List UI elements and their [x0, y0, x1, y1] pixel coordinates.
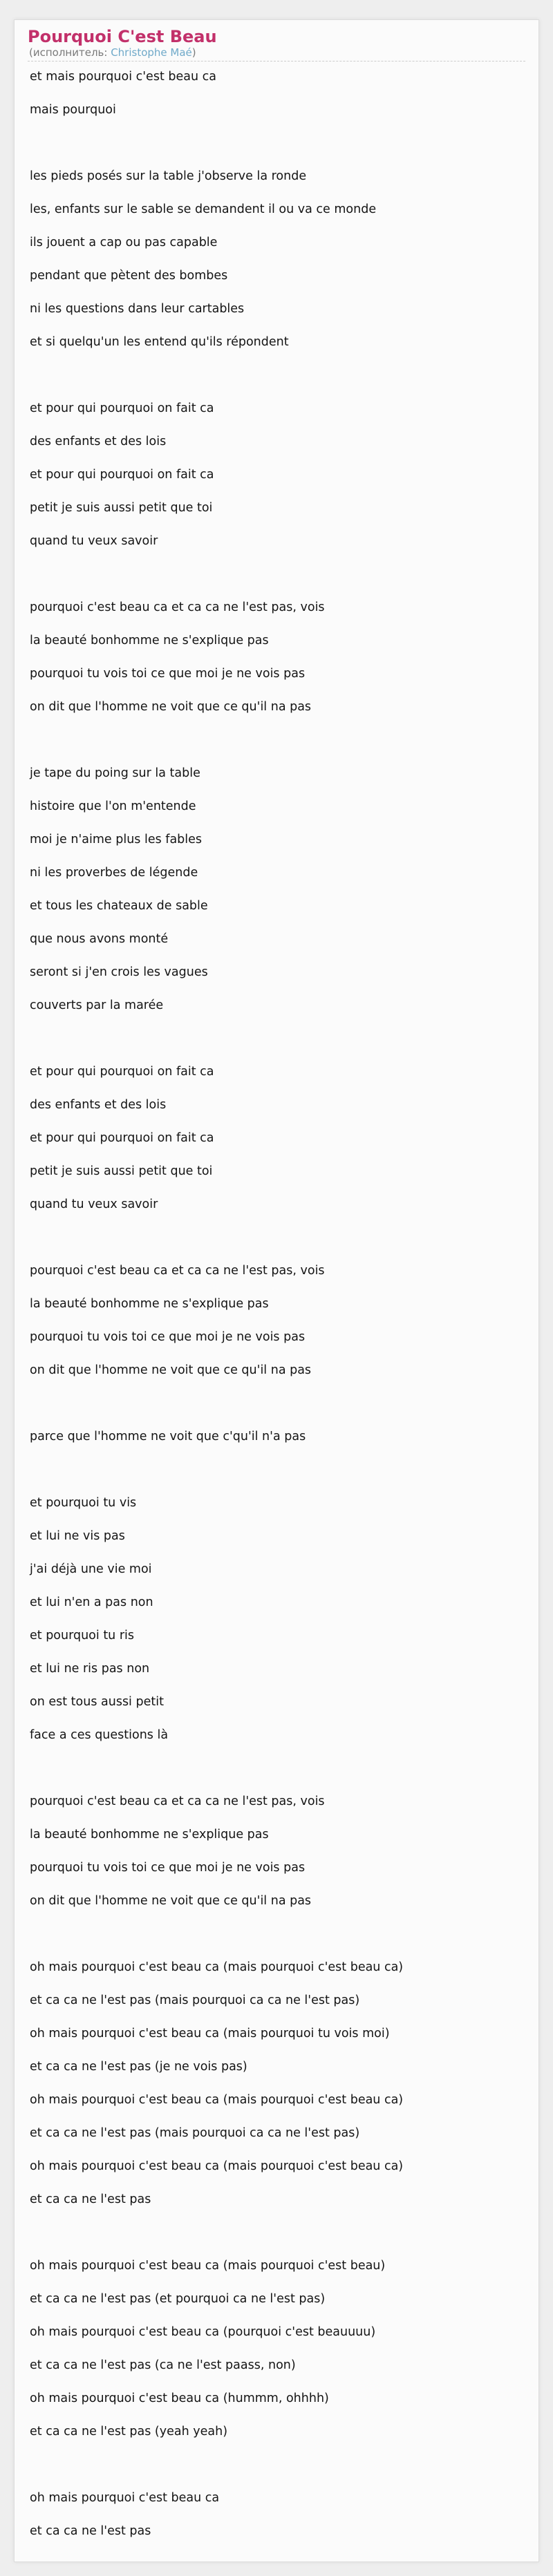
performer-link[interactable]: Christophe Maé — [111, 46, 192, 59]
lyric-line: et lui ne ris pas non — [30, 1662, 150, 1676]
lyric-line: et ca ca ne l'est pas (yeah yeah) — [30, 2425, 228, 2438]
lyric-line: on dit que l'homme ne voit que ce qu'il na pas — [30, 1363, 312, 1377]
lyric-line: pourquoi tu vois toi ce que moi je ne vois pas — [30, 667, 306, 681]
lyric-line: oh mais pourquoi c'est beau ca (mais pourquoi c'est beau ca) — [30, 1960, 404, 1974]
lyric-line: et ca ca ne l'est pas — [30, 2524, 151, 2538]
lyric-line: des enfants et des lois — [30, 1098, 167, 1112]
lyric-line: ils jouent a cap ou pas capable — [30, 236, 218, 249]
lyric-line: que nous avons monté — [30, 932, 169, 946]
lyric-line: les pieds posés sur la table j'observe la ronde — [30, 169, 307, 183]
lyric-line: petit je suis aussi petit que toi — [30, 501, 213, 515]
lyric-line: oh mais pourquoi c'est beau ca (mais pourquoi tu vois moi) — [30, 2027, 390, 2040]
lyric-line: et pourquoi tu ris — [30, 1629, 135, 1642]
blank-line — [30, 2456, 524, 2489]
lyric-line: ni les questions dans leur cartables — [30, 302, 245, 316]
lyric-line: quand tu veux savoir — [30, 1197, 158, 1211]
lyric-line: petit je suis aussi petit que toi — [30, 1164, 213, 1178]
lyric-line: mais pourquoi — [30, 103, 116, 117]
blank-line — [30, 1229, 524, 1262]
lyric-line: la beauté bonhomme ne s'explique pas — [30, 634, 269, 647]
blank-line — [30, 134, 524, 167]
lyric-line: et pour qui pourquoi on fait ca — [30, 468, 214, 482]
lyric-line: et ca ca ne l'est pas (ca ne l'est paass, non) — [30, 2358, 296, 2372]
lyric-line: ni les proverbes de légende — [30, 866, 198, 880]
performer-line — [29, 46, 196, 59]
lyric-line: et pour qui pourquoi on fait ca — [30, 1065, 214, 1079]
lyric-line: oh mais pourquoi c'est beau ca (hummm, ohhhh) — [30, 2392, 329, 2405]
lyric-line: et ca ca ne l'est pas (mais pourquoi ca ca ne l'est pas) — [30, 2126, 360, 2140]
lyric-line: et si quelqu'un les entend qu'ils répondent — [30, 335, 289, 349]
blank-line — [30, 1030, 524, 1063]
blank-line — [30, 1461, 524, 1494]
lyric-line: pourquoi c'est beau ca et ca ca ne l'est pas, vois — [30, 600, 325, 614]
lyric-line: et ca ca ne l'est pas — [30, 2193, 151, 2206]
lyric-line: je tape du poing sur la table — [30, 766, 200, 780]
lyric-line: et mais pourquoi c'est beau ca — [30, 70, 216, 84]
lyric-line: j'ai déjà une vie moi — [30, 1562, 152, 1576]
lyrics-body — [30, 68, 524, 2555]
lyric-line: et pourquoi tu vis — [30, 1496, 137, 1510]
lyric-line: oh mais pourquoi c'est beau ca — [30, 2491, 220, 2505]
song-title: Pourquoi C'est Beau — [28, 27, 217, 46]
blank-line — [30, 565, 524, 598]
blank-line — [30, 1394, 524, 1428]
lyric-line: pourquoi c'est beau ca et ca ca ne l'est pas, vois — [30, 1794, 325, 1808]
lyric-line: et lui ne vis pas — [30, 1529, 125, 1543]
blank-line — [30, 1759, 524, 1792]
lyric-line: pourquoi tu vois toi ce que moi je ne vois pas — [30, 1330, 306, 1344]
performer-prefix: (исполнитель: — [29, 46, 111, 59]
lyric-line: oh mais pourquoi c'est beau ca (pourquoi c'est beauuuu) — [30, 2325, 376, 2339]
lyric-line: la beauté bonhomme ne s'explique pas — [30, 1297, 269, 1311]
blank-line — [30, 2224, 524, 2257]
lyric-line: histoire que l'on m'entende — [30, 799, 196, 813]
lyric-line: oh mais pourquoi c'est beau ca (mais pourquoi c'est beau ca) — [30, 2159, 404, 2173]
blank-line — [30, 1925, 524, 1958]
lyric-line: on est tous aussi petit — [30, 1695, 164, 1709]
lyric-line: pourquoi tu vois toi ce que moi je ne vois pas — [30, 1861, 306, 1875]
lyric-line: et ca ca ne l'est pas (je ne vois pas) — [30, 2060, 247, 2074]
lyric-line: on dit que l'homme ne voit que ce qu'il na pas — [30, 700, 312, 714]
lyric-line: les, enfants sur le sable se demandent il ou va ce monde — [30, 202, 377, 216]
lyric-line: et pour qui pourquoi on fait ca — [30, 401, 214, 415]
lyric-line: la beauté bonhomme ne s'explique pas — [30, 1828, 269, 1841]
lyric-line: moi je n'aime plus les fables — [30, 833, 203, 846]
lyric-line: parce que l'homme ne voit que c'qu'il n'a pas — [30, 1430, 306, 1443]
lyric-line: seront si j'en crois les vagues — [30, 965, 208, 979]
blank-line — [30, 366, 524, 399]
lyric-line: pourquoi c'est beau ca et ca ca ne l'est pas, vois — [30, 1264, 325, 1278]
lyric-line: on dit que l'homme ne voit que ce qu'il na pas — [30, 1894, 312, 1908]
lyric-line: et lui n'en a pas non — [30, 1595, 153, 1609]
lyric-line: et tous les chateaux de sable — [30, 899, 208, 913]
lyric-line: quand tu veux savoir — [30, 534, 158, 548]
lyric-line: des enfants et des lois — [30, 435, 167, 448]
lyric-line: et ca ca ne l'est pas (et pourquoi ca ne l'est pas) — [30, 2292, 326, 2306]
lyric-line: pendant que pètent des bombes — [30, 269, 228, 283]
lyric-line: oh mais pourquoi c'est beau ca (mais pourquoi c'est beau ca) — [30, 2093, 404, 2107]
lyric-line: et ca ca ne l'est pas (mais pourquoi ca ca ne l'est pas) — [30, 1993, 360, 2007]
lyric-line: et pour qui pourquoi on fait ca — [30, 1131, 214, 1145]
lyric-line: couverts par la marée — [30, 998, 164, 1012]
blank-line — [30, 731, 524, 764]
lyric-line: oh mais pourquoi c'est beau ca (mais pourquoi c'est beau) — [30, 2259, 386, 2273]
performer-suffix: ) — [191, 46, 196, 59]
lyric-line: face a ces questions là — [30, 1728, 169, 1742]
